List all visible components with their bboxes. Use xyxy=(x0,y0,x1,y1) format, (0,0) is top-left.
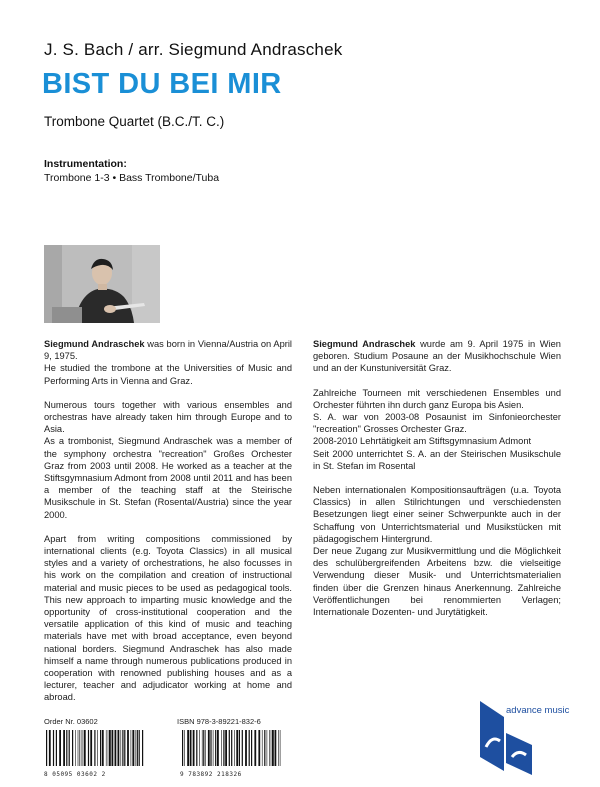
barcode-isbn-bars xyxy=(180,730,283,766)
composer-line: J. S. Bach / arr. Siegmund Andraschek xyxy=(44,40,343,59)
bio-de-p2-stefan: Seit 2000 unterrichtet S. A. an der Steirischen Musikschule in St. Stefan im Rosental xyxy=(313,448,561,471)
barcode-order-digits: 8 05095 03602 2 xyxy=(44,771,106,778)
bio-en-name: Siegmund Andraschek xyxy=(44,339,145,349)
biography-english xyxy=(44,338,292,716)
order-number: Order Nr. 03602 xyxy=(44,717,98,726)
bio-de-p3-approach: Der neue Zugang zur Musikvermittlung und die Möglichkeit des schulübergreifenden Arbeitens bzw. die vielseitige Verwendung dieser Musik- und Unterrichtsmaterialien finden über die Grenzen hinaus Anerkennung. Zahlreiche Veröffentlichungen bei renommierten Verlagen; Internationale Dozenten- und Jurytätigkeit. xyxy=(313,546,561,618)
bio-de-p2-orchestra: S. A. war von 2003-08 Posaunist im Sinfonieorchester "recreation" Grosses Orchester Graz. xyxy=(313,412,561,435)
bio-de-p2-tours: Zahlreiche Tourneen mit verschiedenen Ensembles und Orchester führten ihn durch ganz Europa bis Asien. xyxy=(313,387,561,410)
bio-de-name: Siegmund Andraschek xyxy=(313,339,416,349)
barcode-isbn-digits: 9 783892 218326 xyxy=(180,771,242,778)
bio-en-p2-career: As a trombonist, Siegmund Andraschek was a member of the symphony orchestra "recreation" Großes Orchester Graz from 2003 until 2008. He worked as a teacher at the Stiftsgymnasium Admont from 2008 until 2011 and has been a member of the teaching staff at the Steirische Musikschule in St. Stefan (Rosental/Austria) since the year 2000. xyxy=(44,436,292,520)
instrumentation-text: Trombone 1-3 • Bass Trombone/Tuba xyxy=(44,172,220,184)
portrait-photo xyxy=(44,245,160,323)
barcode-order-bars xyxy=(44,730,147,766)
bio-en-p1-study: He studied the trombone at the Universities of Music and Performing Arts in Vienna and Graz. xyxy=(44,363,292,386)
instrumentation-label: Instrumentation: xyxy=(44,158,127,170)
bio-en-p3: Apart from writing compositions commissioned by international clients (e.g. Toyota Classics) in all musical styles and a variety of orchestrations, he also focusses in his work on the compilation and creation of instructional material and music pieces to be used as pedagogical tools. This new approach to imparting music knowledge and the opportunity of cross-institutional cooperation and the versatile application of this kind of music and teaching materials have met with broad acceptance, even beyond national borders. Siegmund Andraschek has also made himself a name through numerous publications produced in cooperation with renowned publishing houses and as a lecturer, teacher and adjudicator working at home and abroad. xyxy=(44,533,292,703)
bio-de-p1: wurde am 9. April 1975 in Wien geboren. Studium Posaune an der Musikhochschule Wien und an der Kunstuniversität Graz. xyxy=(313,339,561,374)
bio-de-p2-admont: 2008-2010 Lehrtätigkeit am Stiftsgymnasium Admont xyxy=(313,436,532,447)
bio-en-p2-tours: Numerous tours together with various ensembles and orchestras have already taken him through Europe and to Asia. xyxy=(44,399,292,435)
isbn: ISBN 978-3-89221-832-6 xyxy=(177,717,261,726)
publisher-logo xyxy=(478,697,568,777)
publisher-name: advance music xyxy=(506,705,570,716)
bio-en-p1: was born in Vienna/Austria on April 9, 1975. xyxy=(44,339,292,362)
bio-de-p3-compositions: Neben internationalen Kompositionsaufträgen (u.a. Toyota Classics) in allen Stilrichtungen und verschiedensten Besetzungen liegt einer seiner Schwerpunkte auch in der Schaffung von Unterrichtsmaterial und Musikstücken mit pädagogischem Hintergrund. xyxy=(313,485,561,544)
subtitle: Trombone Quartet (B.C./T. C.) xyxy=(44,114,225,129)
page-title: BIST DU BEI MIR xyxy=(42,68,282,100)
barcode-order xyxy=(44,730,147,778)
biography-german xyxy=(313,338,561,630)
barcode-isbn xyxy=(180,730,283,778)
